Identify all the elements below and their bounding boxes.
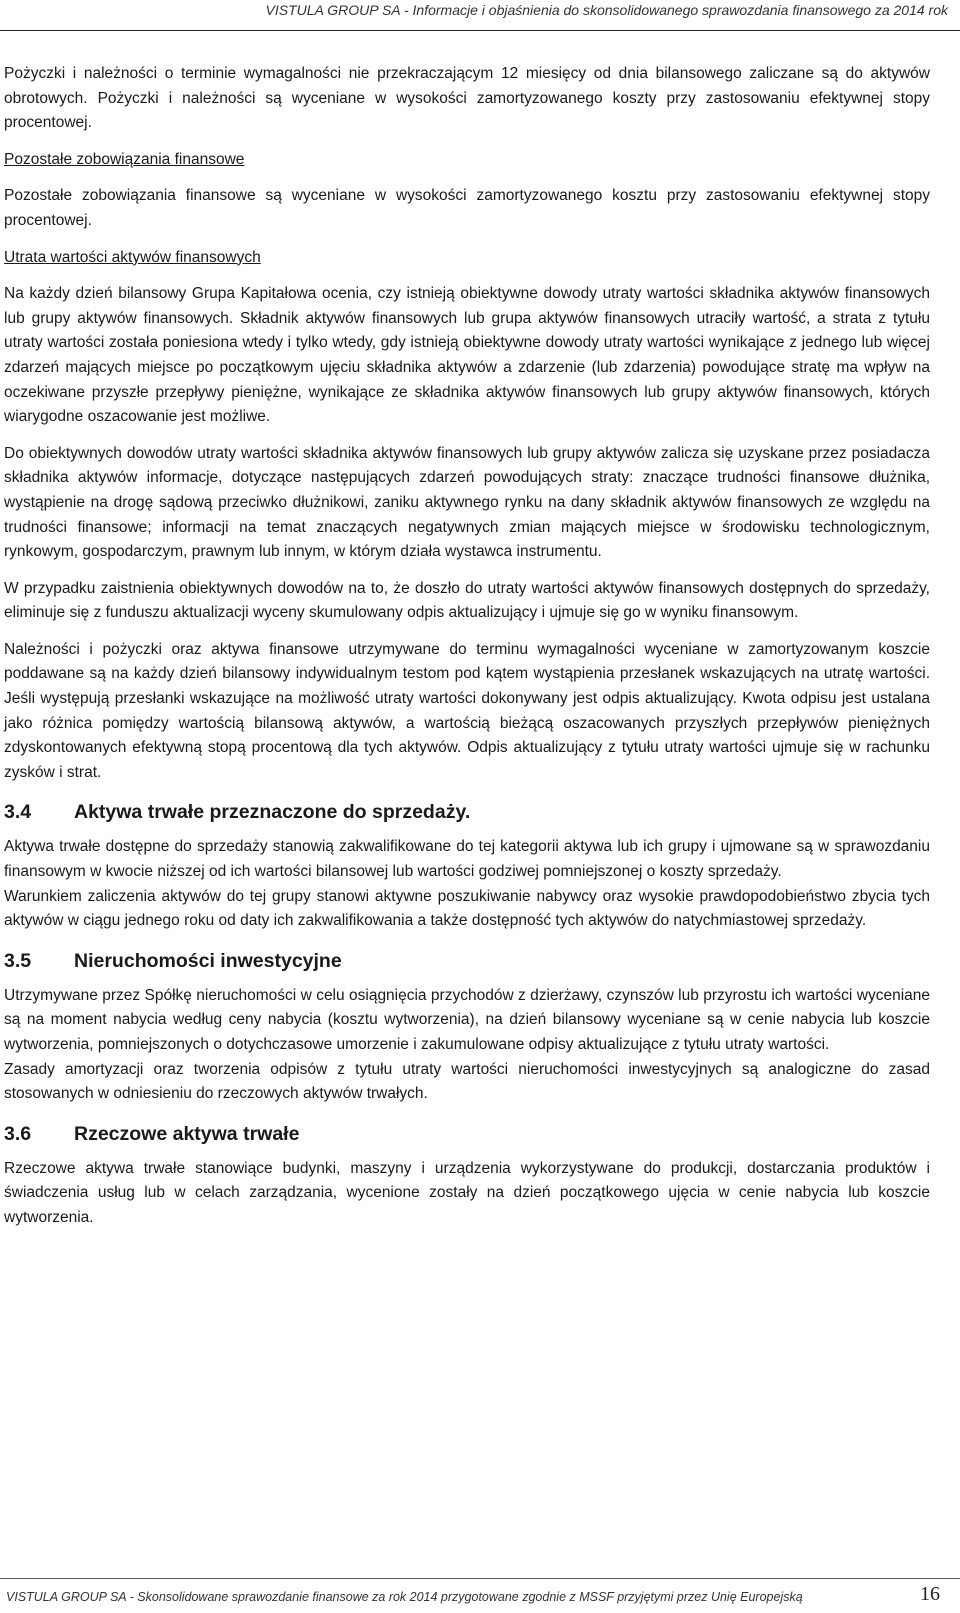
paragraph-assets-held-for-sale: Aktywa trwałe dostępne do sprzedaży stanowią zakwalifikowane do tej kategorii aktywa lub ich grupy i ujmowane są w sprawozdaniu finansowym w kwocie niższej od ich wartości bilansowej lub wartości godziwej pomniejszonej o koszty sprzedaży. xyxy=(4,838,930,881)
paragraph-investment-property: Utrzymywane przez Spółkę nieruchomości w celu osiągnięcia przychodów z dzierżawy, czynszów lub przyrostu ich wartości wyceniane są na moment nabycia według ceny nabycia (kosztu wytworzenia), na dzień bilansowy wyceniane są w cenie nabycia lub koszcie wytworzenia, pomniejszonych o dotychczasowe umorzenie i zakumulowane odpisy aktualizujące z tytułu utraty wartości. xyxy=(4,986,930,1053)
paragraph-receivables-testing: Należności i pożyczki oraz aktywa finansowe utrzymywane do terminu wymagalności wyceniane w zamortyzowanym koszcie poddawane są na każdy dzień bilansowy indywidualnym testom pod kątem wystąpienia przesłanek wskazujących na utratę wartości. Jeśli występują przesłanki wskazujące na możliwość utraty wartości dokonywany jest odpis aktualizujący. Kwota odpisu jest ustalana jako różnica pomiędzy wartością bilansową aktywów, a wartością bieżącą oszacowanych przyszłych przepływów pieniężnych zdyskontowanych efektywną stopą procentową dla tych aktywów. Odpis aktualizujący z tytułu utraty wartości ujmuje się w rachunku zysków i strat. xyxy=(4,640,930,781)
paragraph-loans-receivables: Pożyczki i należności o terminie wymagalności nie przekraczającym 12 miesięcy od dnia bilansowego zaliczane są do aktywów obrotowych. Pożyczki i należności są wyceniane w wysokości zamortyzowanego koszty przy zastosowaniu efektywnej stopy procentowej. xyxy=(4,65,930,132)
section-number: 3.6 xyxy=(4,1122,32,1145)
section-heading-3-4 xyxy=(4,797,930,827)
subheading-other-liabilities: Pozostałe zobowiązania finansowe xyxy=(4,150,245,168)
section-title: Nieruchomości inwestycyjne xyxy=(74,949,342,972)
section-title: Rzeczowe aktywa trwałe xyxy=(74,1122,300,1145)
paragraph-available-for-sale: W przypadku zaistnienia obiektywnych dowodów na to, że doszło do utraty wartości aktywów finansowych dostępnych do sprzedaży, eliminuje się z funduszu aktualizacji wyceny skumulowany odpis aktualizujący i ujmuje się go w wyniku finansowym. xyxy=(4,579,930,622)
page-number: 16 xyxy=(920,1583,940,1605)
paragraph-held-for-sale-conditions: Warunkiem zaliczenia aktywów do tej grupy stanowi aktywne poszukiwanie nabywcy oraz wysokie prawdopodobieństwo zbycia tych aktywów w ciągu jednego roku od daty ich zakwalifikowania a także dostępność tych aktywów do natychmiastowej sprzedaży. xyxy=(4,887,930,930)
page-header xyxy=(0,0,960,31)
paragraph-impairment-assessment: Na każdy dzień bilansowy Grupa Kapitałowa ocenia, czy istnieją obiektywne dowody utraty wartości składnika aktywów finansowych lub grupy aktywów finansowych. Składnik aktywów finansowych lub grupa aktywów finansowych utraciły wartość, a strata z tytułu utraty wartości została poniesiona wtedy i tylko wtedy, gdy istnieją obiektywne dowody utraty wartości wynikające z jednego lub więcej zdarzeń mających miejsce po początkowym ujęciu składnika aktywów a zdarzenie (lub zdarzenia) powodujące stratę ma wpływ na oczekiwane przyszłe przepływy pieniężne, wynikające ze składnika aktywów finansowych lub grupy aktywów finansowych, których wiarygodne oszacowanie jest możliwe. xyxy=(4,285,930,426)
header-title: VISTULA GROUP SA - Informacje i objaśnienia do skonsolidowanego sprawozdania finansowego za 2014 rok xyxy=(265,2,948,18)
footer-text: VISTULA GROUP SA - Skonsolidowane sprawozdanie finansowe za rok 2014 przygotowane zgodnie z MSSF przyjętymi przez Unię Europejską xyxy=(6,1590,803,1604)
subheading-impairment: Utrata wartości aktywów finansowych xyxy=(4,248,261,266)
section-number: 3.4 xyxy=(4,801,32,824)
section-heading-3-5 xyxy=(4,946,930,976)
section-title: Aktywa trwałe przeznaczone do sprzedaży. xyxy=(74,801,471,824)
paragraph-investment-property-depreciation: Zasady amortyzacji oraz tworzenia odpisów z tytułu utraty wartości nieruchomości inwestycyjnych są analogiczne do zasad stosowanych w odniesieniu do rzeczowych aktywów trwałych. xyxy=(4,1060,930,1103)
paragraph-impairment-evidence: Do obiektywnych dowodów utraty wartości składnika aktywów finansowych lub grupy aktywów zalicza się uzyskane przez posiadacza składnika aktywów informacje, dotyczące następujących zdarzeń powodujących straty: znaczące trudności finansowe dłużnika, wystąpienie na drogę sądową przeciwko dłużnikowi, zaniku aktywnego rynku na dany składnik aktywów finansowych ze względu na trudności finansowe; informacji na temat znaczących negatywnych zmian mających miejsce w środowisku technologicznym, rynkowym, gospodarczym, prawnym lub innym, w którym działa wystawca instrumentu. xyxy=(4,444,930,561)
section-heading-3-6 xyxy=(4,1119,930,1149)
section-number: 3.5 xyxy=(4,949,32,972)
footer-divider xyxy=(0,1578,960,1579)
paragraph-fixed-assets: Rzeczowe aktywa trwałe stanowiące budynki, maszyny i urządzenia wykorzystywane do produkcji, dostarczania produktów i świadczenia usług lub w celach zarządzania, wycenione zostały na dzień początkowego ujęcia w cenie nabycia lub koszcie wytworzenia. xyxy=(4,1159,930,1226)
paragraph-other-liabilities: Pozostałe zobowiązania finansowe są wyceniane w wysokości zamortyzowanego kosztu przy zastosowaniu efektywnej stopy procentowej. xyxy=(4,187,930,229)
document-body xyxy=(4,62,930,1231)
